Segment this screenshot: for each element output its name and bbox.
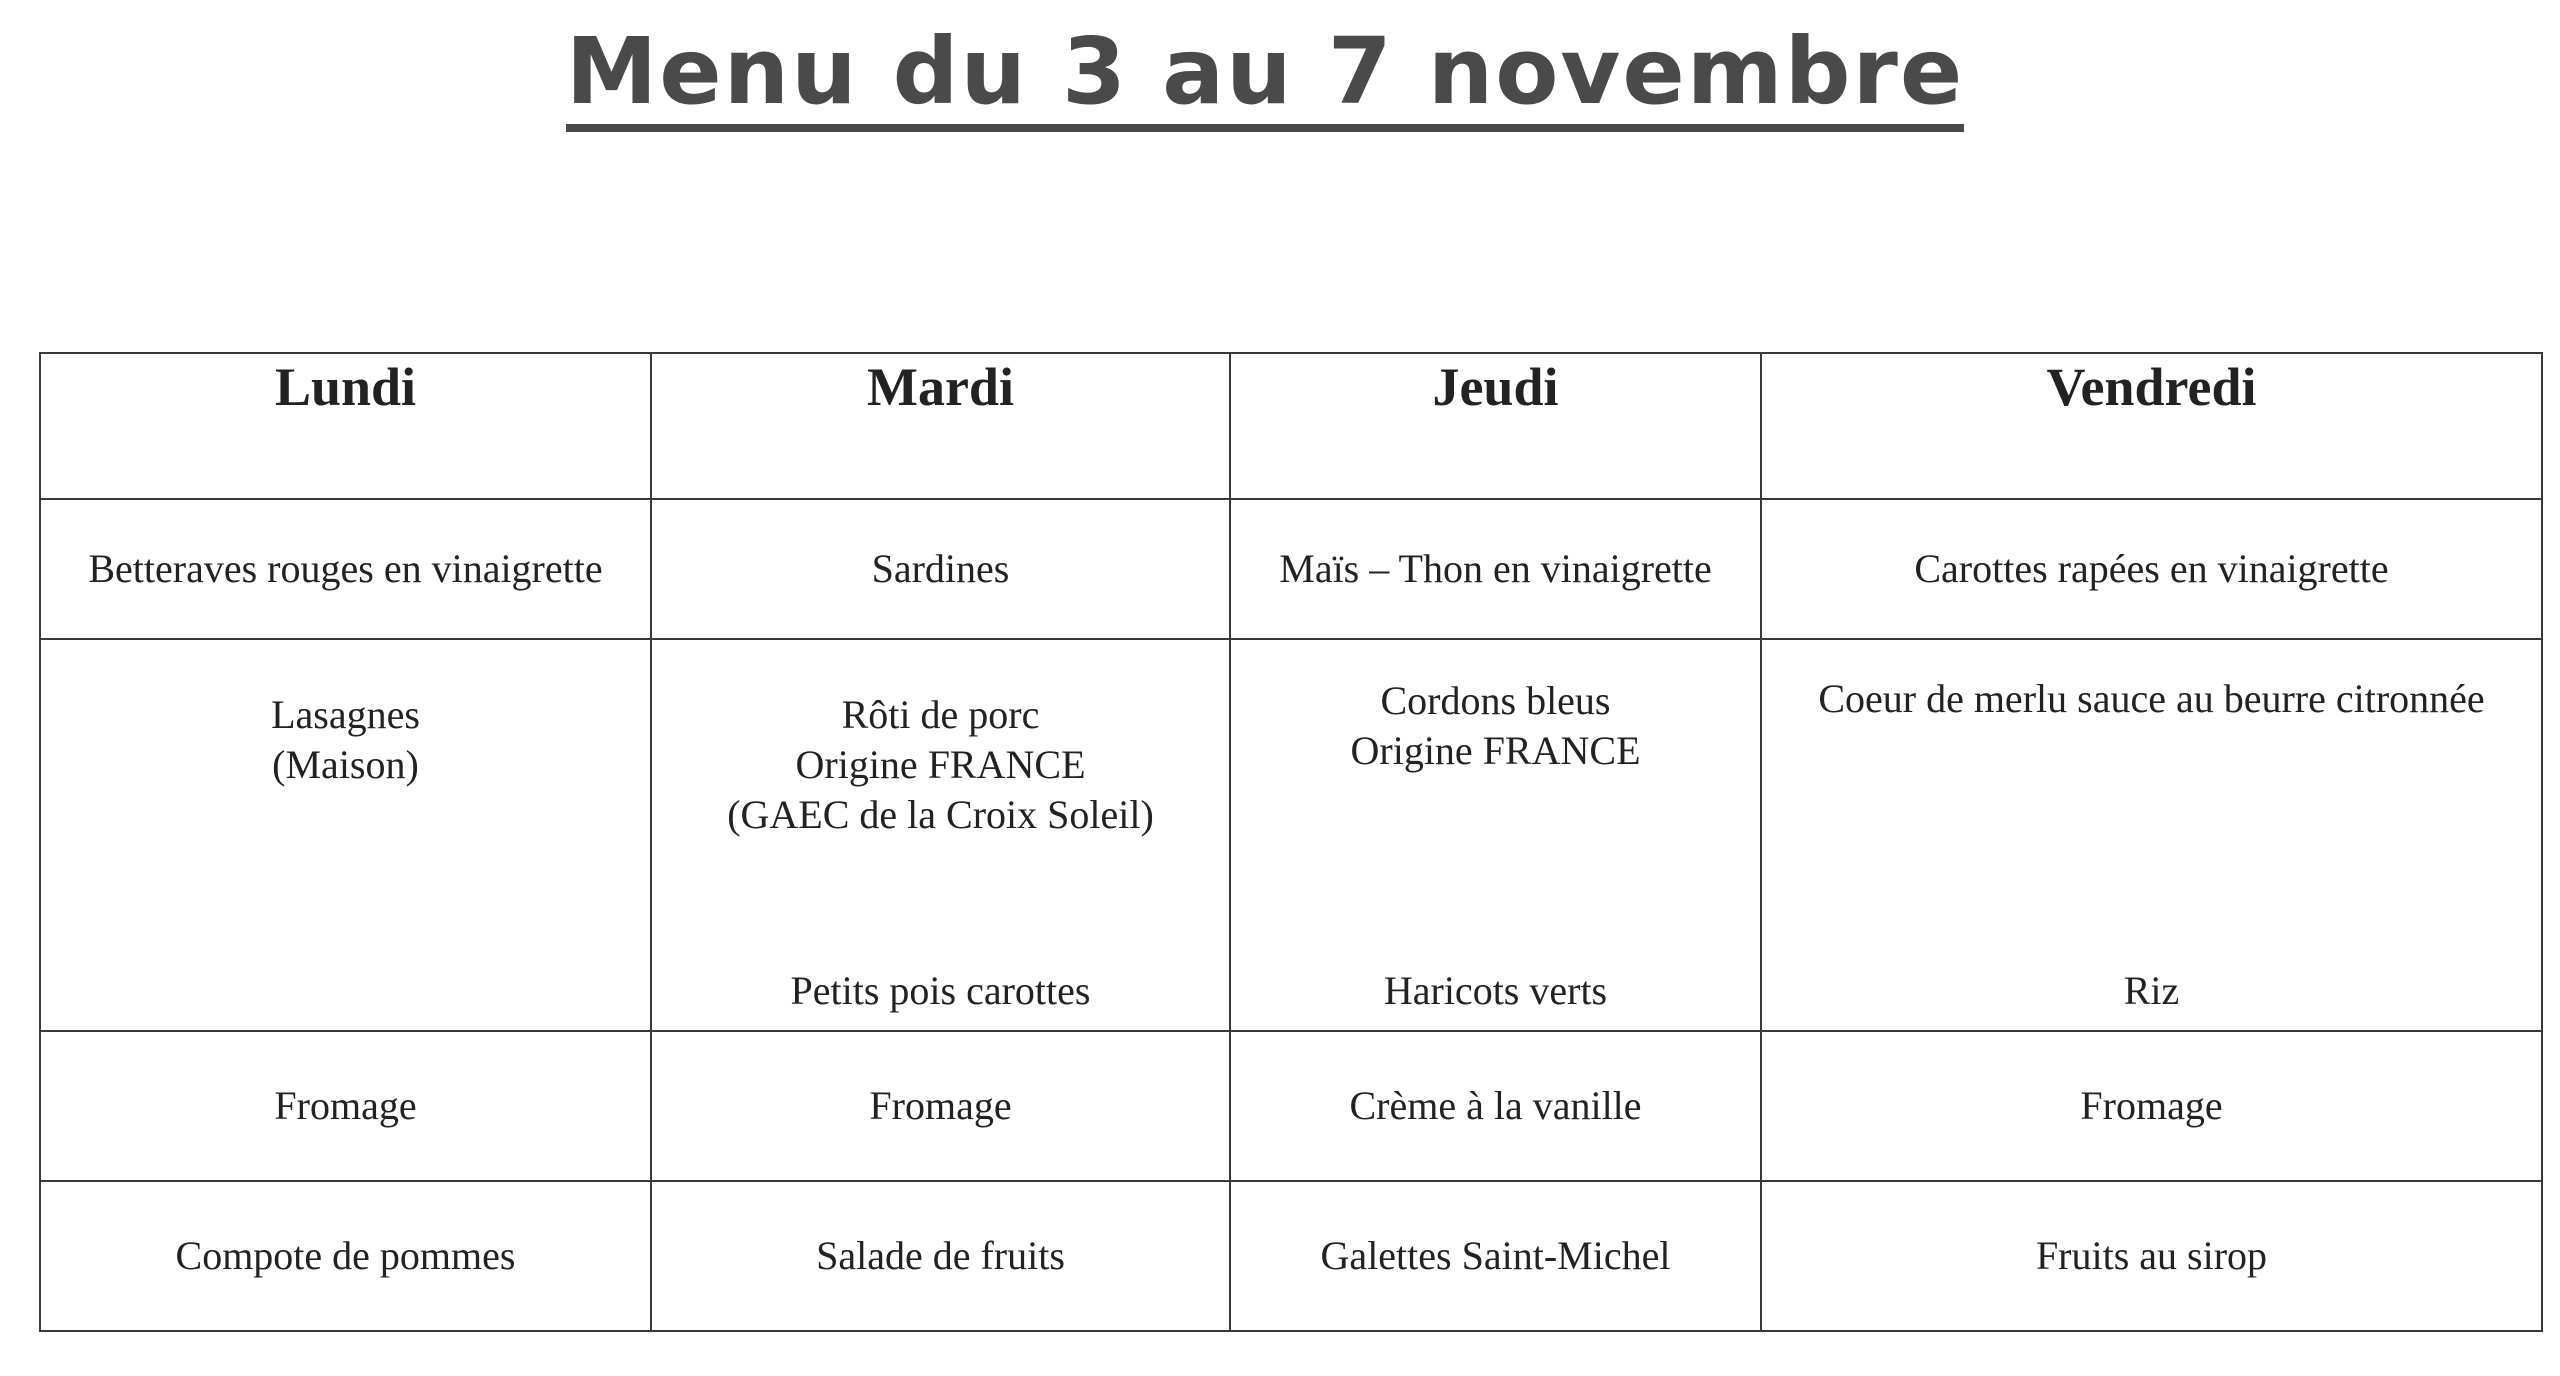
starter-lundi: Betteraves rouges en vinaigrette [40, 499, 651, 639]
main-mardi [651, 639, 1230, 1031]
main-vendredi [1761, 639, 2542, 1031]
main-course-row [40, 639, 2542, 1031]
side-dish: Petits pois carottes [790, 968, 1091, 1013]
dessert-vendredi: Fruits au sirop [1761, 1181, 2542, 1331]
main-lundi [40, 639, 651, 1031]
day-header-mardi: Mardi [651, 353, 1230, 499]
starter-jeudi: Maïs – Thon en vinaigrette [1230, 499, 1761, 639]
main-line: (Maison) [272, 742, 419, 787]
main-jeudi [1230, 639, 1761, 1031]
main-line: Cordons bleus [1380, 678, 1611, 723]
main-line: Rôti de porc [841, 692, 1040, 737]
dessert-mardi: Salade de fruits [651, 1181, 1230, 1331]
menu-title-text: Menu du 3 au 7 novembre [566, 22, 1965, 132]
main-line: Origine FRANCE [795, 742, 1086, 787]
menu-title [0, 18, 2530, 132]
day-header-lundi: Lundi [40, 353, 651, 499]
main-line: Lasagnes [271, 692, 420, 737]
starter-mardi: Sardines [651, 499, 1230, 639]
menu-table [39, 352, 2543, 1332]
day-header-vendredi: Vendredi [1761, 353, 2542, 499]
dairy-row [40, 1031, 2542, 1181]
starter-vendredi: Carottes rapées en vinaigrette [1761, 499, 2542, 639]
day-header-jeudi: Jeudi [1230, 353, 1761, 499]
dessert-row [40, 1181, 2542, 1331]
dessert-lundi: Compote de pommes [40, 1181, 651, 1331]
dairy-jeudi: Crème à la vanille [1230, 1031, 1761, 1181]
dairy-vendredi: Fromage [1761, 1031, 2542, 1181]
dairy-mardi: Fromage [651, 1031, 1230, 1181]
main-line: Origine FRANCE [1350, 728, 1641, 773]
side-dish: Riz [2123, 968, 2180, 1013]
dairy-lundi: Fromage [40, 1031, 651, 1181]
starter-row [40, 499, 2542, 639]
dessert-jeudi: Galettes Saint-Michel [1230, 1181, 1761, 1331]
side-dish: Haricots verts [1383, 968, 1608, 1013]
main-line: Coeur de merlu sauce au beurre citronnée [1818, 676, 2485, 721]
main-line: (GAEC de la Croix Soleil) [727, 792, 1154, 837]
day-header-row [40, 353, 2542, 499]
